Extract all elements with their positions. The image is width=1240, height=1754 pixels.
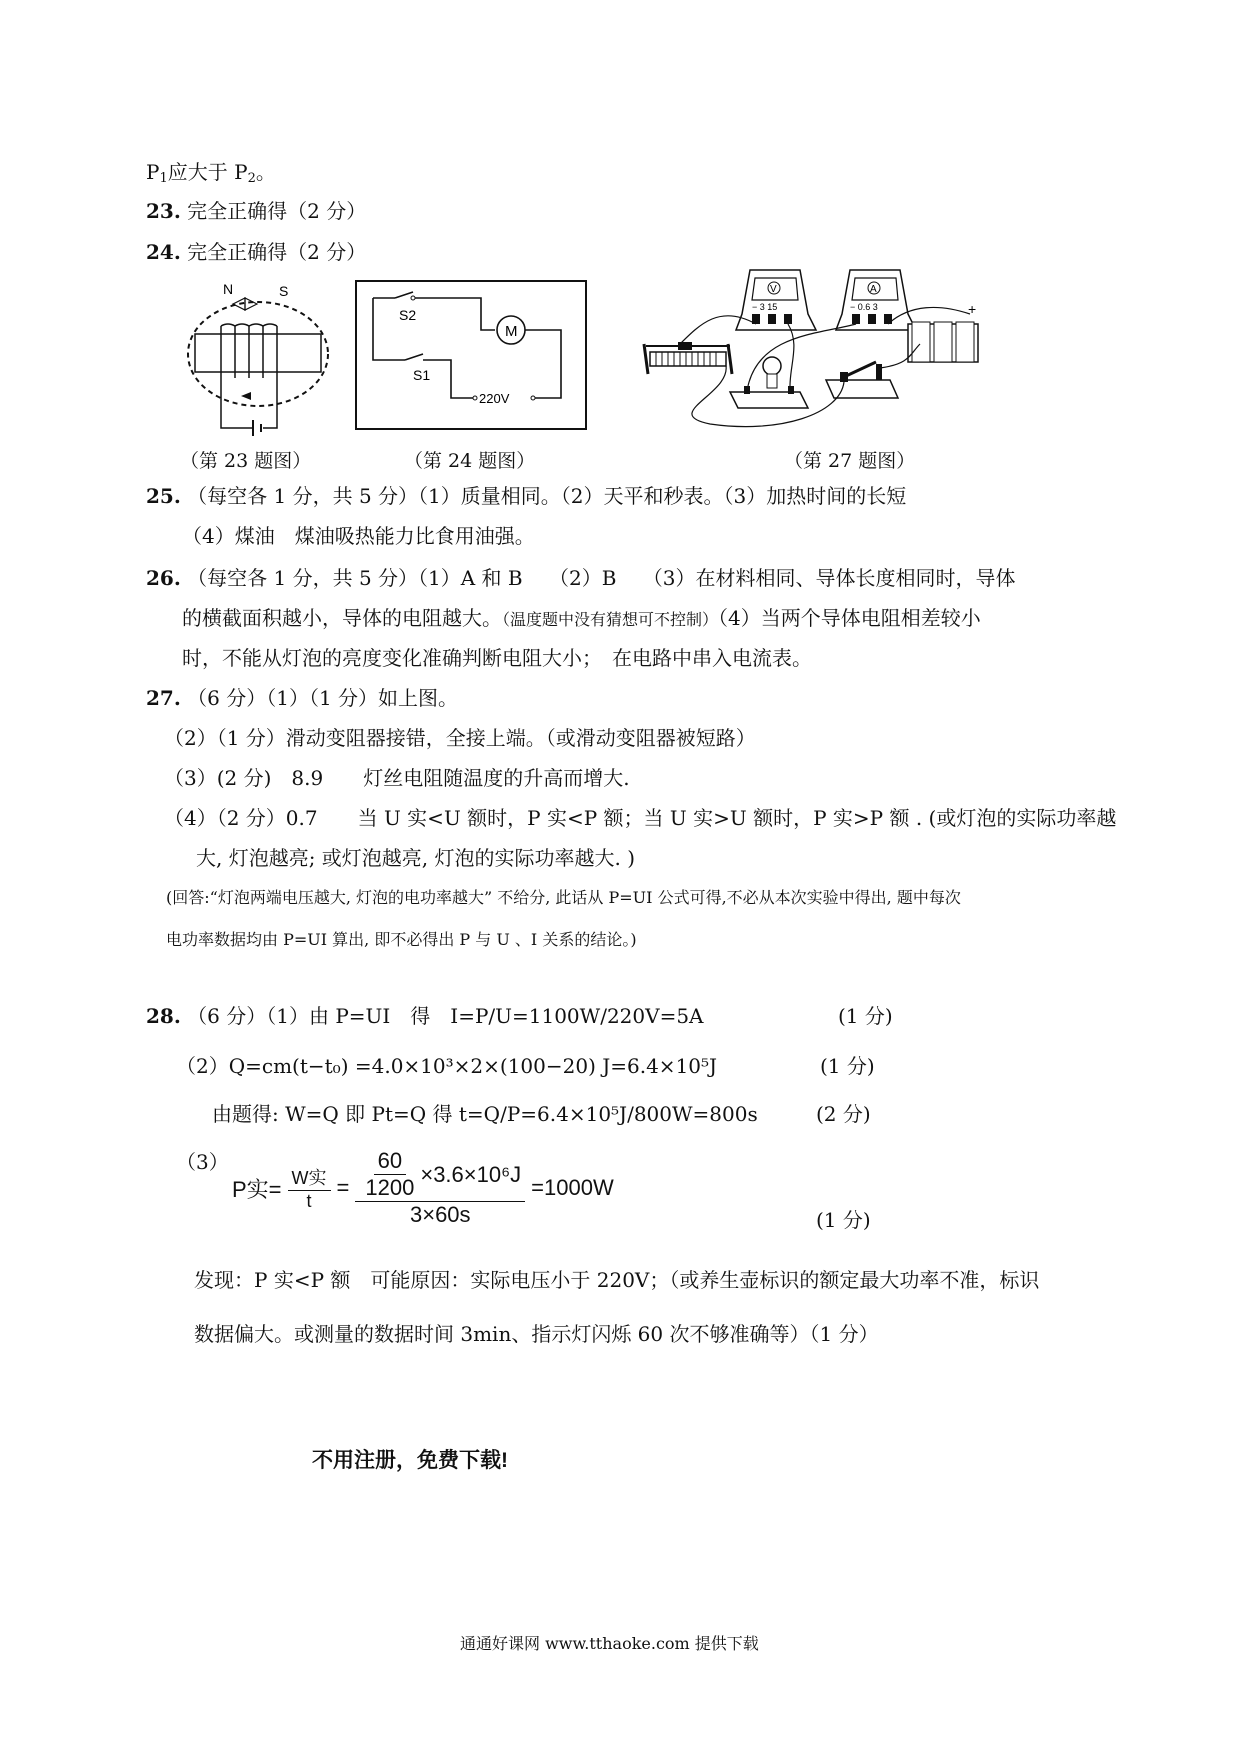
q26-b1: 的横截面积越小，导体的电阻越大。 — [182, 606, 502, 630]
q28-finding: 发现：P 实<P 额 可能原因：实际电压小于 220V；（或养生壶标识的额定最大功率不准，标识 — [194, 1268, 1040, 1292]
formula-eq: = — [336, 1175, 350, 1200]
q25-text: （每空各 1 分，共 5 分）（1）质量相同。（2）天平和秒表。（3）加热时间的长短 — [187, 484, 907, 508]
formula-w-den: t — [306, 1191, 312, 1211]
line-p1-p2 — [146, 160, 276, 187]
label-n: N — [223, 281, 234, 297]
formula-big-frac — [355, 1148, 525, 1228]
q27-line — [146, 686, 458, 710]
q27-text: （6 分）（1）（1 分）如上图。 — [187, 686, 459, 710]
q27-part4b: 大, 灯泡越亮; 或灯泡越亮, 灯泡的实际功率越大. ) — [196, 846, 636, 870]
q25-line — [146, 484, 906, 508]
formula-inner-tail: ×3.6×10⁶J — [420, 1161, 522, 1187]
q23-text: 完全正确得（2 分） — [187, 199, 367, 223]
formula-w-over-t — [288, 1164, 331, 1212]
svg-text:+: + — [968, 301, 977, 317]
subscript-1: 1 — [159, 171, 168, 186]
q23-number: 23. — [146, 199, 181, 223]
switch-s1-label: S1 — [413, 367, 431, 383]
q25-number: 25. — [146, 484, 181, 508]
q27-part3: （3）(2 分) 8.9 灯丝电阻随温度的升高而增大. — [164, 766, 630, 790]
power-formula — [232, 1148, 614, 1228]
q28-number: 28. — [146, 1004, 181, 1028]
q27-part2: （2）（1 分）滑动变阻器接错，全接上端。（或滑动变阻器被短路） — [164, 726, 756, 750]
subscript-2: 2 — [247, 171, 256, 186]
voltmeter-letter: V — [770, 284, 777, 295]
caption-fig23: （第 23 题图） — [180, 450, 312, 472]
voltmeter-scale: − 3 15 — [752, 302, 778, 312]
q26-line-c: 时，不能从灯泡的亮度变化准确判断电阻大小； 在电路中串入电流表。 — [182, 646, 812, 670]
motor-label: M — [505, 323, 518, 340]
label-s: S — [279, 283, 289, 299]
q26-number: 26. — [146, 566, 181, 590]
q26-b2: （4）当两个导体电阻相差较小 — [718, 606, 981, 630]
text-end: 。 — [255, 160, 276, 184]
q28-2pt: (2 分) — [816, 1102, 871, 1126]
caption-fig24: （第 24 题图） — [404, 450, 536, 472]
q28-part2b: 由题得: W=Q 即 Pt=Q 得 t=Q/P=6.4×10⁵J/800W=800s — [212, 1102, 758, 1126]
q25-line-b: （4）煤油 煤油吸热能力比食用油强。 — [182, 524, 535, 548]
text-p: P — [146, 160, 160, 184]
formula-inner-frac — [361, 1148, 418, 1201]
formula-lhs: P实= — [232, 1176, 282, 1202]
q28-finding-2: 数据偏大。或测量的数据时间 3min、指示灯闪烁 60 次不够准确等）（1 分） — [194, 1322, 879, 1346]
voltmeter — [736, 270, 816, 330]
text-mid: 应大于 P — [167, 160, 248, 184]
q28-1pt-b: (1 分) — [820, 1054, 875, 1078]
q23-line — [146, 199, 366, 223]
footer-text: 通通好课网 www.tthaoke.com 提供下载 — [460, 1634, 759, 1653]
lamp — [730, 357, 808, 408]
figure-27-apparatus — [640, 264, 1000, 434]
q26-line-b — [182, 606, 981, 630]
q26-line — [146, 566, 1015, 590]
formula-big-num — [355, 1148, 525, 1202]
formula-inner-num: 60 — [374, 1148, 406, 1175]
ammeter — [836, 270, 916, 330]
q24-line — [146, 240, 366, 264]
q28-text: （6 分）（1）由 P=UI 得 I=P/U=1100W/220V=5A — [187, 1004, 704, 1028]
q27-number: 27. — [146, 686, 181, 710]
q27-part4: （4）（2 分）0.7 当 U 实<U 额时，P 实<P 额；当 U 实>U 额时，P 实>P 额 . (或灯泡的实际功率越 — [164, 806, 1117, 830]
promo-text: 不用注册，免费下载! — [312, 1449, 508, 1472]
q28-part3-label: （3） — [176, 1150, 229, 1174]
q24-number: 24. — [146, 240, 181, 264]
q28-line — [146, 1004, 704, 1028]
q27-note-1: (回答:“灯泡两端电压越大, 灯泡的电功率越大” 不给分, 此话从 P=UI 公式可得,不必从本次实验中得出, 题中每次 — [166, 888, 961, 907]
q24-text: 完全正确得（2 分） — [187, 240, 367, 264]
battery — [908, 301, 978, 362]
q26-note: （温度题中没有猜想可不控制） — [502, 610, 719, 629]
switch-s2-label: S2 — [399, 307, 417, 323]
voltage-label: 220V — [479, 391, 510, 406]
figure-24-circuit — [355, 280, 587, 430]
ammeter-letter: A — [870, 284, 877, 295]
formula-inner-den: 1200 — [365, 1175, 415, 1200]
formula-big-den: 3×60s — [409, 1202, 471, 1227]
caption-fig27: （第 27 题图） — [784, 450, 916, 472]
q28-1pt-a: (1 分) — [838, 1004, 893, 1028]
formula-w-num: W实 — [288, 1164, 331, 1191]
ammeter-scale: − 0.6 3 — [850, 302, 878, 312]
rheostat — [644, 342, 732, 374]
q28-part2: （2）Q=cm(t−t₀) =4.0×10³×2×(100−20) J=6.4×10⁵J — [176, 1054, 718, 1078]
q27-note-2: 电功率数据均由 P=UI 算出, 即不必得出 P 与 U 、I 关系的结论。) — [166, 930, 637, 949]
formula-result: =1000W — [531, 1175, 614, 1200]
figure-23-electromagnet — [183, 278, 333, 438]
q28-1pt-c: (1 分) — [816, 1208, 871, 1232]
q26-text: （每空各 1 分，共 5 分）（1）A 和 B （2）B （3）在材料相同、导体长度相同时，导体 — [187, 566, 1016, 590]
